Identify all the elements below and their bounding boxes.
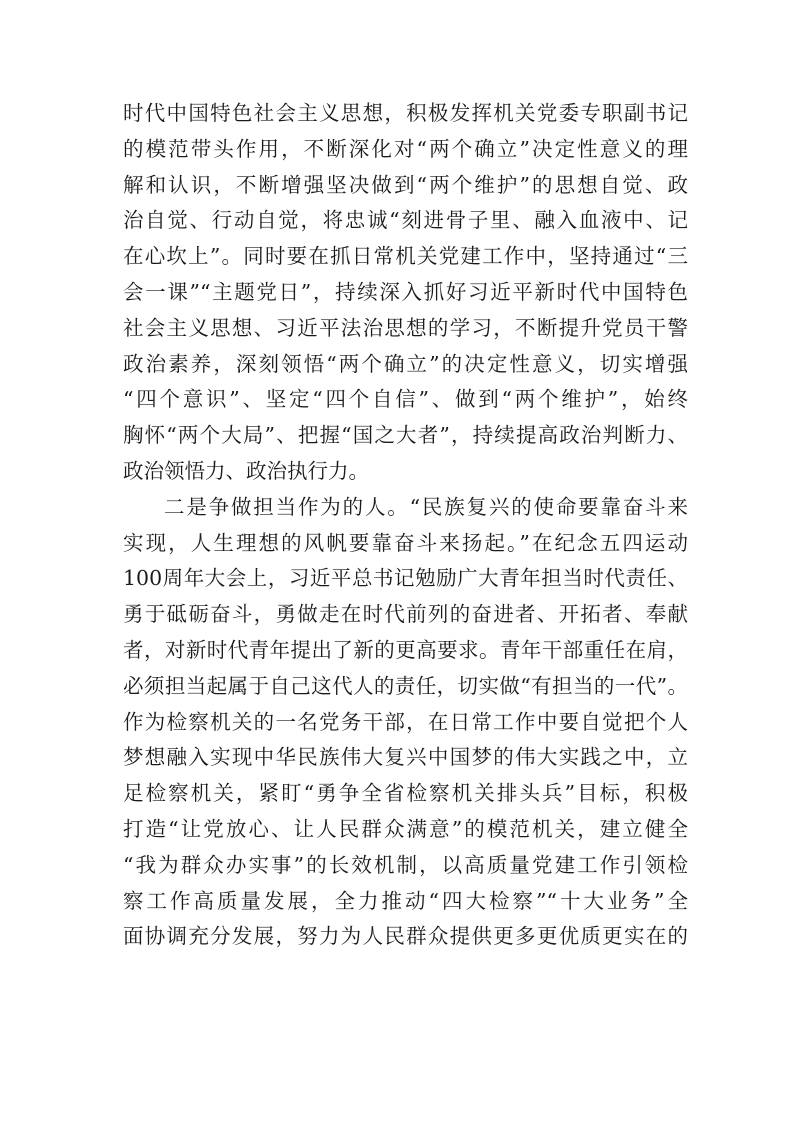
text-line: 政治素养，深刻领悟“两个确立”的决定性意义，切实增强 [123,351,688,376]
body-text [123,96,688,955]
text-line: 面协调充分发展，努力为人民群众提供更多更优质更实在的 [123,924,688,949]
text-line: “四个意识”、坚定“四个自信”、做到“两个维护”，始终 [123,387,688,412]
text-line: 解和认识，不断增强坚决做到“两个维护”的思想自觉、政 [123,172,688,197]
text-line: 胸怀“两个大局”、把握“国之大者”，持续提高政治判断力、 [123,423,688,448]
text-line: 在心坎上”。同时要在抓日常机关党建工作中，坚持通过“三 [123,244,688,269]
text-line: 社会主义思想、习近平法治思想的学习，不断提升党员干警 [123,315,688,340]
paragraph-end-line: 政治领悟力、政治执行力。 [123,458,369,483]
text-line: “我为群众办实事”的长效机制，以高质量党建工作引领检 [123,852,688,877]
text-line: 足检察机关，紧盯“勇争全省检察机关排头兵”目标，积极 [123,781,688,806]
text-line: 治自觉、行动自觉，将忠诚“刻进骨子里、融入血液中、记 [123,208,688,233]
paragraph-start-line: 二是争做担当作为的人。“民族复兴的使命要靠奋斗来 [164,494,688,519]
text-line: 时代中国特色社会主义思想，积极发挥机关党委专职副书记 [123,101,688,125]
text-line: 的模范带头作用，不断深化对“两个确立”决定性意义的理 [123,136,688,161]
text-line: 梦想融入实现中华民族伟大复兴中国梦的伟大实践之中，立 [123,745,688,770]
text-line: 打造“让党放心、让人民群众满意”的模范机关，建立健全 [123,816,688,841]
text-line: 实现，人生理想的风帆要靠奋斗来扬起。”在纪念五四运动 [123,530,688,555]
text-line: 必须担当起属于自己这代人的责任，切实做“有担当的一代”。 [123,673,688,698]
text-line: 作为检察机关的一名党务干部，在日常工作中要自觉把个人 [123,709,688,734]
text-line: 100周年大会上，习近平总书记勉励广大青年担当时代责任、 [123,566,688,591]
text-line: 会一课”“主题党日”，持续深入抓好习近平新时代中国特色 [123,279,688,304]
text-line: 者，对新时代青年提出了新的更高要求。青年干部重任在肩， [123,637,688,662]
text-line: 察工作高质量发展，全力推动“四大检察”“十大业务”全 [123,888,688,913]
text-line: 勇于砥砺奋斗，勇做走在时代前列的奋进者、开拓者、奉献 [123,602,688,627]
